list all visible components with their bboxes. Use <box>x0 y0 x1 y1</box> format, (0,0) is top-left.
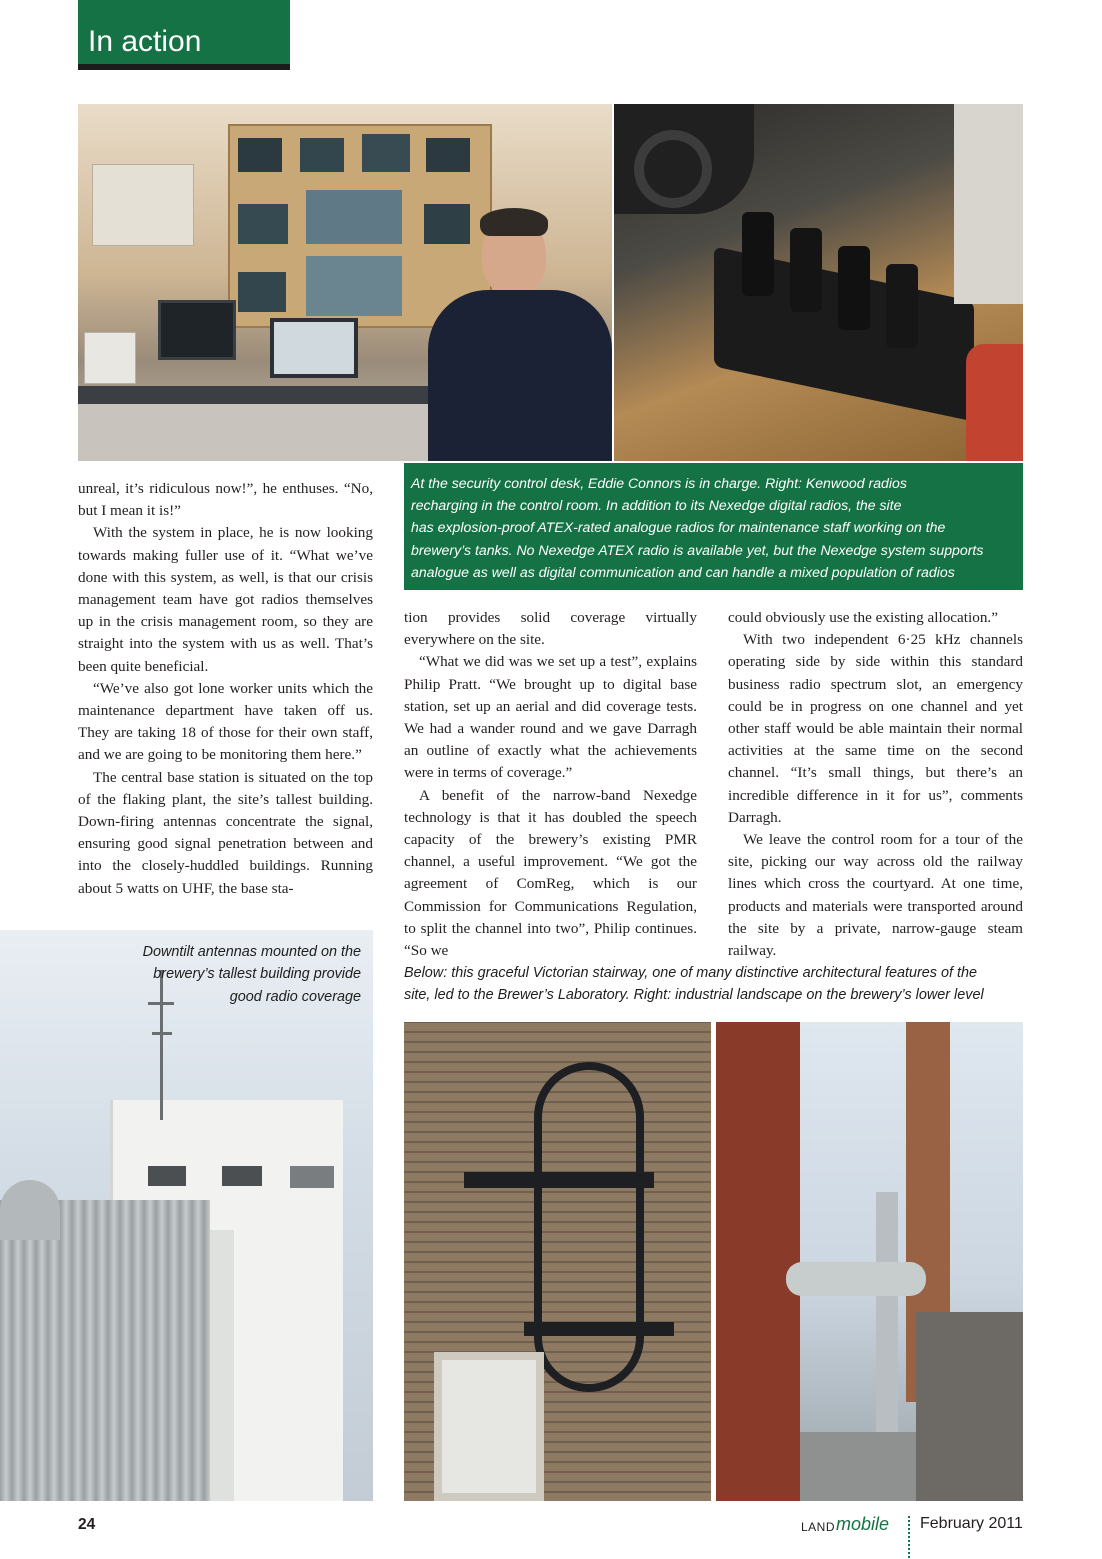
caption-stairway <box>404 962 1029 1007</box>
building <box>916 1312 1023 1501</box>
issue-date: February 2011 <box>920 1515 1023 1532</box>
silos <box>0 1200 210 1501</box>
cable-reel <box>634 130 712 208</box>
monitor-screen <box>238 272 286 312</box>
caption-antenna <box>95 941 361 1008</box>
monitor-screen <box>426 138 470 172</box>
brick-wall <box>716 1022 800 1501</box>
paragraph: The central base station is situated on the top of the flaking plant, the site’s tallest building. Down-firing antennas concentrate the signal, ensuring good signal penetration between and into the closely-huddled buildings. Running about 5 watts on UHF, the base sta- <box>78 768 373 897</box>
caption-line: analogue as well as digital communication and can handle a mixed population of radios <box>411 563 955 580</box>
pipework <box>786 1262 926 1296</box>
window <box>222 1166 262 1186</box>
paragraph: unreal, it’s ridiculous now!”, he enthuses. “No, but I mean it is!” <box>78 480 373 520</box>
caption-line: recharging in the control room. In addition to its Nexedge digital radios, the site <box>411 497 902 514</box>
paragraph: With the system in place, he is now looking towards making fuller use of it. “What we’ve done with this system, as well, is that our crisis management team have got radios themselves up in the crisis management room, so they are straight into the system with us as well. That’s been quite beneficial. <box>78 524 373 675</box>
silo-dome <box>0 1180 60 1240</box>
caption-line: good radio coverage <box>229 988 361 1005</box>
printer <box>84 332 136 384</box>
red-reel <box>966 344 1023 461</box>
radio-handset <box>886 264 918 348</box>
shelf-folders <box>92 164 194 246</box>
monitor-screen <box>306 256 402 316</box>
page-number: 24 <box>78 1516 96 1533</box>
balcony-rail <box>464 1172 654 1188</box>
paragraph: With two independent 6·25 kHz channels operating side by side within this standard business radio spectrum slot, an emergency could be in progress on one channel and yet other staff would be able maintain their normal activities at the same time on the second channel. “It’s small things, but there’s an incredible difference in it for us”, comments Darragh. <box>728 631 1023 826</box>
radio-handset <box>790 228 822 312</box>
paragraph: A benefit of the narrow-band Nexedge technology is that it has doubled the speech capacity of the brewery’s existing PMR channel, a useful improvement. “We got the agreement of ComReg, which is our Commission for Communications Regulation, to split the channel into two”, Philip continues. “So we <box>404 786 697 960</box>
radio-handset <box>742 212 774 296</box>
masthead-mobile: mobile <box>836 1514 890 1534</box>
text-column-2 <box>404 607 697 962</box>
masthead-divider <box>908 1516 910 1558</box>
monitor-screen <box>238 138 282 172</box>
caption-control-room <box>404 463 1023 590</box>
text-column-1 <box>78 478 373 900</box>
antenna-array <box>290 1166 334 1188</box>
masthead-land: LAND <box>801 1520 836 1534</box>
monitor-screen <box>424 204 470 244</box>
balcony-rail <box>524 1322 674 1336</box>
section-title: In action <box>88 25 202 58</box>
caption-line: brewery’s tallest building provide <box>153 966 361 983</box>
window <box>434 1352 544 1501</box>
photo-victorian-stairway <box>404 1022 711 1501</box>
chimney <box>876 1192 898 1472</box>
window <box>148 1166 186 1186</box>
roadway <box>800 1432 916 1501</box>
monitor-screen <box>306 190 402 244</box>
pc-monitor <box>270 318 358 378</box>
section-tab-rule <box>78 64 290 70</box>
paragraph: could obviously use the existing allocation.” <box>728 609 998 626</box>
caption-line: Downtilt antennas mounted on the <box>142 944 361 960</box>
photo-security-control-desk <box>78 104 612 461</box>
paragraph: We leave the control room for a tour of the site, picking our way across old the railway lines which cross the courtyard. At one time, products and materials were transported around the site by a private, narrow-gauge steam railway. <box>728 831 1023 960</box>
wall-panel <box>954 104 1023 304</box>
photo-radios-charging <box>614 104 1023 461</box>
caption-line: Below: this graceful Victorian stairway, one of many distinctive architectural features of the <box>404 965 977 981</box>
monitor-screen <box>362 134 410 172</box>
person-jacket <box>428 290 612 461</box>
caption-line: has explosion-proof ATEX-rated analogue radios for maintenance staff working on the <box>411 519 946 536</box>
monitor-screen <box>300 138 344 172</box>
text-column-3 <box>728 607 1023 962</box>
radio-handset <box>838 246 870 330</box>
paragraph: “We’ve also got lone worker units which the maintenance department have taken off us. They are taking 18 of those for their own staff, and we are going to be monitoring them here.” <box>78 679 373 764</box>
monitor-screen <box>238 204 288 244</box>
photo-antenna-building <box>0 930 373 1501</box>
section-tab <box>78 0 290 64</box>
photo-industrial-landscape <box>716 1022 1023 1501</box>
antenna-element <box>152 1032 172 1035</box>
pc-monitor <box>158 300 236 360</box>
caption-line: At the security control desk, Eddie Connors is in charge. Right: Kenwood radios <box>411 475 907 491</box>
caption-line: brewery’s tanks. No Nexedge ATEX radio is available yet, but the Nexedge system supports <box>411 541 984 558</box>
person-hair <box>480 208 548 236</box>
paragraph: tion provides solid coverage virtually everywhere on the site. <box>404 609 697 649</box>
spiral-stair <box>534 1062 644 1392</box>
paragraph: “What we did was we set up a test”, explains Philip Pratt. “We brought up to digital base station, set up an aerial and did coverage tests. We had a wander round and we gave Darragh an outline of exactly what the achievements were in terms of coverage.” <box>404 653 697 782</box>
caption-line: site, led to the Brewer’s Laboratory. Right: industrial landscape on the brewery’s lower level <box>404 987 984 1004</box>
